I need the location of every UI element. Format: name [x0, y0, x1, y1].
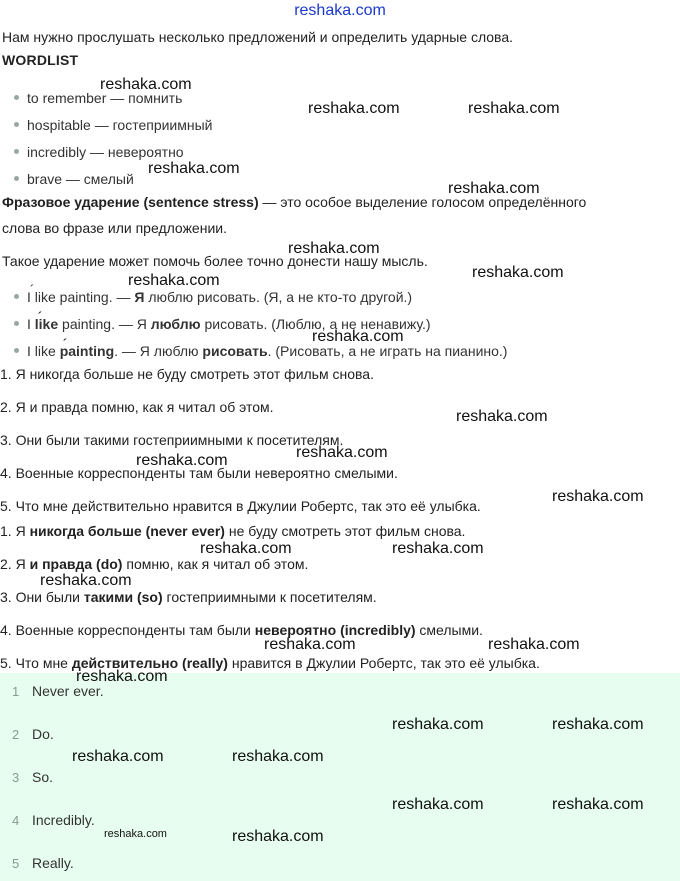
- sentence-text: не буду смотреть этот фильм снова.: [224, 523, 466, 539]
- sentence-text: 3. Они были: [0, 589, 84, 605]
- watermark: reshaka.com: [100, 76, 192, 93]
- watermark: reshaka.com: [200, 540, 292, 557]
- stressed-phrase: такими (so): [83, 589, 163, 605]
- watermark: reshaka.com: [488, 636, 580, 653]
- answer-text: So.: [32, 769, 54, 785]
- bullet-icon: [14, 122, 19, 127]
- example-note: рисовать. (Люблю, а не ненавижу.): [200, 316, 431, 332]
- annotated-sentence: [0, 621, 483, 639]
- watermark: reshaka.com: [552, 796, 644, 813]
- answer-text: Do.: [32, 726, 54, 742]
- stressed-phrase: никогда больше (never ever): [29, 523, 225, 539]
- example-text: I like: [27, 343, 60, 359]
- bullet-icon: [14, 176, 19, 181]
- watermark: reshaka.com: [232, 828, 324, 845]
- stress-example: [14, 343, 507, 359]
- sentence: 3. Они были такими гостеприимными к посетителям.: [0, 432, 344, 448]
- wordlist-item: [14, 171, 134, 187]
- wordlist-item-text: brave — смелый: [27, 171, 134, 187]
- answers-panel: [0, 673, 680, 881]
- sentence-text: 5. Что мне: [0, 655, 72, 671]
- stressed-translation: рисовать: [202, 343, 268, 359]
- answer-number: 1: [12, 684, 20, 699]
- answer-text: Really.: [32, 855, 74, 871]
- watermark: reshaka.com: [296, 444, 388, 461]
- watermark: reshaka.com: [392, 716, 484, 733]
- watermark: reshaka.com: [312, 328, 404, 345]
- wordlist-title: WORDLIST: [2, 52, 79, 68]
- example-note: люблю рисовать. (Я, а не кто-то другой.): [144, 289, 413, 305]
- wordlist-item: [14, 117, 212, 133]
- sentence-text: смелыми.: [415, 622, 483, 638]
- stressed-word: ´ I: [27, 289, 31, 305]
- bullet-icon: [14, 294, 19, 299]
- site-header-link[interactable]: reshaka.com: [294, 2, 386, 19]
- watermark: reshaka.com: [392, 796, 484, 813]
- stress-example: [14, 289, 412, 305]
- sentence: 2. Я и правда помню, как я читал об этом.: [0, 399, 274, 415]
- watermark: reshaka.com: [448, 180, 540, 197]
- bullet-icon: [14, 348, 19, 353]
- answer-text: Incredibly.: [32, 812, 95, 828]
- wordlist-item-text: incredibly — невероятно: [27, 144, 184, 160]
- stressed-word: ´ like: [35, 316, 58, 332]
- stressed-phrase: невероятно (incredibly): [254, 622, 416, 638]
- bullet-icon: [14, 95, 19, 100]
- answer-number: 5: [12, 856, 20, 871]
- sentence-text: нравится в Джулии Робертс, так это её улыбка.: [227, 655, 540, 671]
- stressed-translation: Я: [134, 289, 145, 305]
- intro-text: Нам нужно прослушать несколько предложений и определить ударные слова.: [2, 29, 514, 45]
- sentence: 1. Я никогда больше не буду смотреть этот фильм снова.: [0, 366, 374, 382]
- helps-text: Такое ударение может помочь более точно донести нашу мысль.: [2, 253, 428, 269]
- answer-number: 3: [12, 770, 20, 785]
- example-text: painting. — Я: [58, 316, 151, 332]
- watermark: reshaka.com: [128, 272, 220, 289]
- watermark: reshaka.com: [392, 540, 484, 557]
- watermark: reshaka.com: [232, 748, 324, 765]
- definition-text: — это особое выделение голосом определённого: [258, 194, 587, 210]
- sentence: 4. Военные корреспонденты там были невероятно смелыми.: [0, 465, 398, 481]
- watermark: reshaka.com: [72, 748, 164, 765]
- sentence-text: 2. Я: [0, 556, 30, 572]
- definition-term: Фразовое ударение (sentence stress): [2, 194, 259, 210]
- wordlist-item: [14, 144, 184, 160]
- watermark: reshaka.com: [288, 240, 380, 257]
- example-text: I: [27, 316, 35, 332]
- watermark: reshaka.com: [456, 408, 548, 425]
- watermark: reshaka.com: [552, 488, 644, 505]
- watermark: reshaka.com: [40, 572, 132, 589]
- watermark: reshaka.com: [148, 160, 240, 177]
- answer-number: 4: [12, 813, 20, 828]
- sentence: 5. Что мне действительно нравится в Джулии Робертс, так это её улыбка.: [0, 498, 481, 514]
- example-text: like painting. —: [30, 289, 135, 305]
- watermark: reshaka.com: [552, 716, 644, 733]
- example-note: . (Рисовать, а не играть на пианино.): [267, 343, 508, 359]
- answer-text: Never ever.: [32, 683, 104, 699]
- watermark: reshaka.com: [76, 668, 168, 685]
- sentence-text: гостеприимными к посетителям.: [162, 589, 377, 605]
- watermark: reshaka.com: [104, 828, 167, 840]
- stressed-word: ´ painting: [60, 343, 114, 359]
- definition-line-2: слова во фразе или предложении.: [2, 220, 227, 236]
- sentence-text: помню, как я читал об этом.: [122, 556, 309, 572]
- sentence-text: 4. Военные корреспонденты там были: [0, 622, 255, 638]
- watermark: reshaka.com: [468, 100, 560, 117]
- stressed-phrase: и правда (do): [29, 556, 123, 572]
- sentence-text: 1. Я: [0, 523, 30, 539]
- wordlist-item-text: hospitable — гостеприимный: [27, 117, 213, 133]
- annotated-sentence: [0, 588, 377, 606]
- stressed-translation: люблю: [150, 316, 201, 332]
- stressed-phrase: действительно (really): [71, 655, 228, 671]
- bullet-icon: [14, 149, 19, 154]
- watermark: reshaka.com: [264, 636, 356, 653]
- answer-number: 2: [12, 727, 20, 742]
- example-text: . — Я люблю: [114, 343, 203, 359]
- bullet-icon: [14, 321, 19, 326]
- watermark: reshaka.com: [472, 264, 564, 281]
- annotated-sentence: [0, 522, 465, 540]
- watermark: reshaka.com: [308, 100, 400, 117]
- wordlist-item-text: to remember — помнить: [27, 90, 183, 106]
- watermark: reshaka.com: [136, 452, 228, 469]
